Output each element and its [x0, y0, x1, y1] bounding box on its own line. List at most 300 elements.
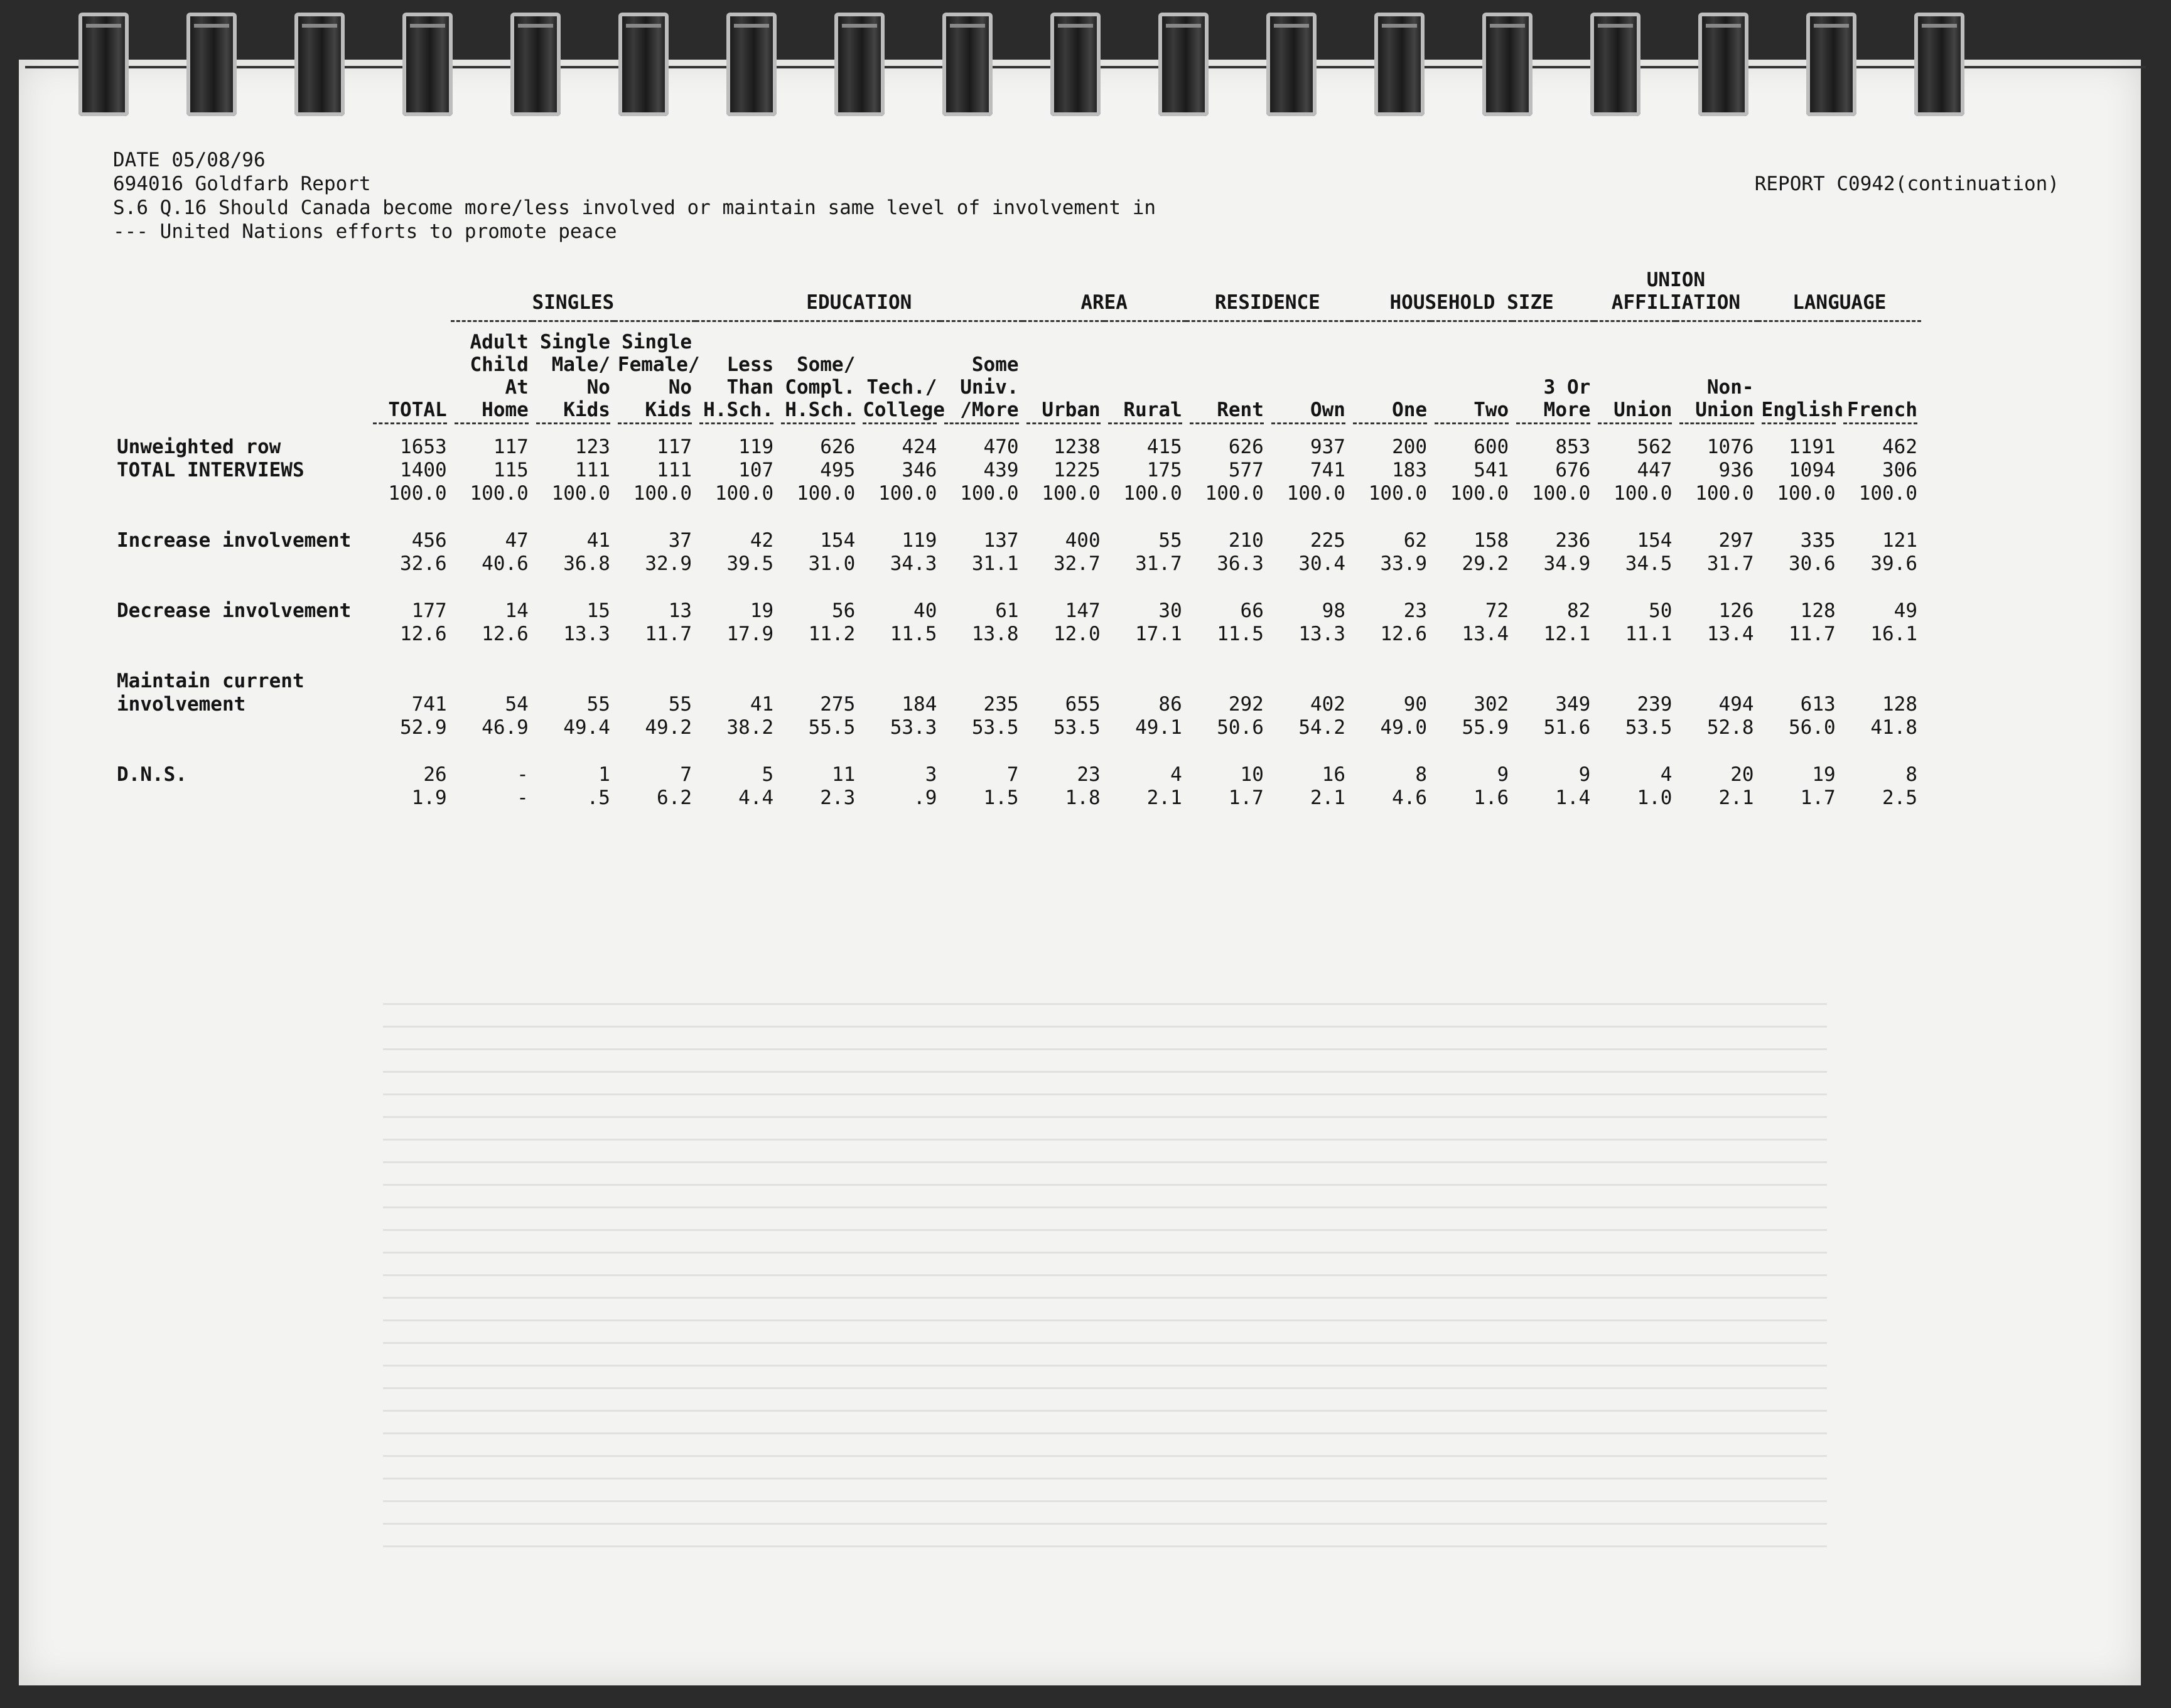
table-cell: 100.0: [1450, 482, 1509, 505]
table-cell: 50: [1649, 599, 1673, 622]
column-header: Two: [1473, 399, 1509, 421]
table-cell: 16.1: [1870, 623, 1917, 645]
column-header-row: [113, 321, 1921, 422]
table-cell: 12.0: [1053, 623, 1101, 645]
column-header-underline: [1512, 421, 1594, 436]
row-label: [113, 787, 369, 810]
table-cell: 1.9: [411, 787, 447, 809]
table-row: [113, 599, 1921, 623]
table-cell: 11.7: [1789, 623, 1836, 645]
table-cell: 2.3: [820, 787, 856, 809]
table-cell: 494: [1718, 693, 1754, 716]
group-header-household-size: HOUSEHOLD SIZE: [1349, 264, 1594, 321]
table-cell: 100.0: [960, 482, 1019, 505]
table-cell: 183: [1392, 459, 1428, 481]
report-header: [113, 148, 2059, 244]
table-cell: 128: [1882, 693, 1917, 716]
row-label: Decrease involvement: [117, 599, 352, 622]
table-cell: 154: [1637, 529, 1673, 552]
table-cell: 40: [913, 599, 937, 622]
table-cell: 456: [411, 529, 447, 552]
binding-ring: [1482, 13, 1533, 116]
table-cell: 13.3: [563, 623, 610, 645]
table-cell: 470: [983, 436, 1019, 458]
column-header-underline: [777, 421, 859, 436]
table-cell: [1676, 670, 1757, 693]
group-header-union-affiliation: UNION AFFILIATION: [1594, 264, 1757, 321]
dashed-rule: [1026, 422, 1101, 427]
column-header: English: [1761, 399, 1844, 421]
binding-ring: [1914, 13, 1964, 116]
table-cell: [1840, 670, 1921, 693]
dashed-rule: [1679, 422, 1754, 427]
binding-ring: [834, 13, 885, 116]
table-cell: 100.0: [1777, 482, 1836, 505]
table-cell: -: [517, 787, 529, 809]
table-cell: 302: [1473, 693, 1509, 716]
table-cell: 154: [820, 529, 856, 552]
table-cell: 31.7: [1135, 552, 1182, 575]
table-cell: 4: [1660, 763, 1673, 786]
report-date: DATE 05/08/96: [113, 149, 266, 171]
table-cell: 46.9: [482, 716, 529, 739]
crosstab-table: [113, 264, 1921, 810]
crosstab-table-wrap: [113, 264, 1921, 810]
table-cell: 4: [1170, 763, 1182, 786]
table-cell: 82: [1567, 599, 1591, 622]
table-cell: 107: [738, 459, 774, 481]
table-cell: 32.6: [400, 552, 447, 575]
binding-ring: [1806, 13, 1856, 116]
table-cell: 62: [1403, 529, 1428, 552]
table-cell: 1191: [1789, 436, 1836, 458]
row-label: D.N.S.: [117, 763, 187, 786]
row-label: Increase involvement: [117, 529, 352, 552]
table-cell: 51.6: [1543, 716, 1591, 739]
table-cell: [1431, 670, 1512, 693]
dashed-rule: [863, 422, 937, 427]
table-cell: [1349, 670, 1431, 693]
column-header: Rural: [1123, 399, 1182, 421]
table-cell: 52.9: [400, 716, 447, 739]
table-cell: [940, 670, 1022, 693]
bleed-through-text: [383, 982, 1827, 1547]
table-row: [113, 716, 1921, 739]
table-cell: 5: [762, 763, 774, 786]
table-cell: [1186, 670, 1268, 693]
table-cell: 123: [574, 436, 610, 458]
row-label: involvement: [117, 693, 246, 716]
row-label: Maintain current: [117, 670, 304, 692]
table-cell: [1268, 670, 1349, 693]
table-cell: 415: [1146, 436, 1182, 458]
table-cell: 235: [983, 693, 1019, 716]
table-cell: 53.5: [1053, 716, 1101, 739]
table-cell: 11.1: [1625, 623, 1673, 645]
table-cell: 853: [1555, 436, 1591, 458]
binding-ring: [402, 13, 453, 116]
table-cell: 86: [1158, 693, 1182, 716]
table-cell: 400: [1065, 529, 1101, 552]
column-header-underline: [1104, 421, 1186, 436]
table-cell: 54.2: [1298, 716, 1345, 739]
table-cell: 37: [668, 529, 692, 552]
table-cell: 126: [1718, 599, 1754, 622]
table-cell: 1238: [1053, 436, 1101, 458]
table-cell: 7: [1006, 763, 1019, 786]
table-row: [113, 529, 1921, 552]
table-cell: 210: [1228, 529, 1264, 552]
table-cell: 49.4: [563, 716, 610, 739]
group-header-education: EDUCATION: [696, 264, 1022, 321]
table-cell: 1.6: [1473, 787, 1509, 809]
table-cell: 4.6: [1392, 787, 1428, 809]
table-cell: 225: [1310, 529, 1345, 552]
column-header-underline: [1840, 421, 1921, 436]
dashed-rule: [536, 422, 610, 427]
table-cell: 100.0: [714, 482, 774, 505]
table-cell: 41.8: [1870, 716, 1917, 739]
table-cell: 66: [1240, 599, 1264, 622]
column-header: TOTAL: [388, 399, 447, 421]
table-cell: 11.7: [645, 623, 692, 645]
table-cell: 424: [902, 436, 937, 458]
row-label: TOTAL INTERVIEWS: [117, 459, 304, 481]
column-header: Some Univ. /More: [960, 353, 1019, 421]
table-cell: 12.6: [1380, 623, 1428, 645]
column-header: Single Female/ No Kids: [617, 331, 700, 421]
table-cell: 42: [750, 529, 774, 552]
row-spacer-cell: [113, 739, 1921, 763]
table-cell: 1.4: [1555, 787, 1591, 809]
table-cell: 1653: [400, 436, 447, 458]
table-row: [113, 623, 1921, 646]
table-cell: 562: [1637, 436, 1673, 458]
table-row: [113, 459, 1921, 482]
dashed-rule: [1843, 422, 1917, 427]
table-cell: 54: [505, 693, 529, 716]
table-cell: 100.0: [1368, 482, 1428, 505]
table-cell: 53.3: [890, 716, 937, 739]
table-cell: 53.5: [971, 716, 1019, 739]
table-cell: 19: [750, 599, 774, 622]
table-cell: 41: [586, 529, 610, 552]
table-cell: 56: [831, 599, 856, 622]
binding-ring: [294, 13, 345, 116]
column-header-underline: [940, 421, 1022, 436]
column-header-underline: [859, 421, 940, 436]
table-cell: 346: [902, 459, 937, 481]
table-cell: 34.9: [1543, 552, 1591, 575]
column-header-underline: [1349, 421, 1431, 436]
group-header-total: [369, 264, 451, 321]
column-header-underline-row: [113, 421, 1921, 436]
table-cell: 12.1: [1543, 623, 1591, 645]
table-cell: 13.3: [1298, 623, 1345, 645]
table-cell: [1594, 670, 1676, 693]
crosstab-body: [113, 436, 1921, 810]
table-cell: 1.7: [1800, 787, 1836, 809]
binding-ring: [726, 13, 777, 116]
table-cell: 53.5: [1625, 716, 1673, 739]
column-header: Adult Child At Home: [470, 331, 529, 421]
table-cell: 11.5: [1217, 623, 1264, 645]
table-cell: [696, 670, 777, 693]
table-cell: 349: [1555, 693, 1591, 716]
table-cell: 541: [1473, 459, 1509, 481]
table-cell: 1.8: [1065, 787, 1101, 809]
binding-ring: [186, 13, 237, 116]
table-cell: 936: [1718, 459, 1754, 481]
column-header-underline: [696, 421, 777, 436]
table-cell: 2.5: [1882, 787, 1917, 809]
dashed-rule: [781, 422, 855, 427]
row-spacer: [113, 739, 1921, 763]
table-cell: 55.9: [1462, 716, 1509, 739]
table-cell: 676: [1555, 459, 1591, 481]
table-cell: 439: [983, 459, 1019, 481]
table-cell: 72: [1485, 599, 1509, 622]
table-cell: 1.7: [1228, 787, 1264, 809]
table-cell: 117: [493, 436, 529, 458]
column-header-underline: [532, 421, 614, 436]
table-cell: 100.0: [388, 482, 447, 505]
dashed-rule: [618, 422, 692, 427]
spiral-binding: [0, 0, 2171, 126]
table-cell: 23: [1077, 763, 1101, 786]
table-cell: 55: [1158, 529, 1182, 552]
table-cell: 577: [1228, 459, 1264, 481]
column-header-underline: [1186, 421, 1268, 436]
table-cell: 100.0: [1123, 482, 1182, 505]
table-cell: 111: [657, 459, 692, 481]
table-cell: 17.9: [726, 623, 774, 645]
row-label: [113, 623, 369, 646]
table-cell: 111: [574, 459, 610, 481]
table-cell: 14: [505, 599, 529, 622]
table-cell: 100.0: [796, 482, 856, 505]
table-cell: 100.0: [470, 482, 529, 505]
table-cell: 613: [1800, 693, 1836, 716]
table-cell: [614, 670, 696, 693]
table-cell: 158: [1473, 529, 1509, 552]
table-cell: 1: [598, 763, 610, 786]
table-cell: 100.0: [1205, 482, 1264, 505]
table-cell: 40.6: [482, 552, 529, 575]
table-cell: 7: [680, 763, 692, 786]
table-cell: 2.1: [1146, 787, 1182, 809]
table-cell: [1758, 670, 1840, 693]
table-cell: 275: [820, 693, 856, 716]
table-cell: 12.6: [400, 623, 447, 645]
report-question-sub: --- United Nations efforts to promote peace: [113, 220, 617, 243]
column-header-underline: [1268, 421, 1349, 436]
table-cell: 38.2: [726, 716, 774, 739]
table-cell: 11: [831, 763, 856, 786]
column-header-underline: [1676, 421, 1757, 436]
table-cell: 100.0: [1532, 482, 1591, 505]
binding-ring: [942, 13, 993, 116]
report-name: 694016 Goldfarb Report: [113, 173, 371, 195]
table-row: [113, 693, 1921, 716]
column-header: Less Than H.Sch.: [703, 353, 774, 421]
table-cell: 20: [1730, 763, 1754, 786]
table-cell: 12.6: [482, 623, 529, 645]
binding-ring: [1158, 13, 1209, 116]
table-cell: 49.0: [1380, 716, 1428, 739]
table-cell: 1225: [1053, 459, 1101, 481]
binding-ring: [78, 13, 129, 116]
table-cell: 32.7: [1053, 552, 1101, 575]
row-spacer: [113, 505, 1921, 529]
row-label: Unweighted row: [117, 436, 281, 458]
column-header-underline: [1431, 421, 1512, 436]
table-cell: 41: [750, 693, 774, 716]
column-header-underline: [1023, 421, 1104, 436]
table-cell: 447: [1637, 459, 1673, 481]
group-header-language: LANGUAGE: [1758, 264, 1921, 321]
table-cell: 3: [925, 763, 937, 786]
row-label: [113, 552, 369, 576]
table-cell: 13.4: [1462, 623, 1509, 645]
table-cell: 239: [1637, 693, 1673, 716]
column-header-underline: [451, 421, 532, 436]
table-cell: 292: [1228, 693, 1264, 716]
table-cell: 52.8: [1706, 716, 1754, 739]
column-header: Some/ Compl. H.Sch.: [785, 353, 856, 421]
table-cell: 98: [1322, 599, 1345, 622]
table-cell: 16: [1322, 763, 1345, 786]
table-cell: 8: [1905, 763, 1917, 786]
dashed-rule: [1108, 422, 1182, 427]
table-cell: 26: [423, 763, 447, 786]
table-cell: 200: [1392, 436, 1428, 458]
table-cell: 741: [1310, 459, 1345, 481]
column-header-underline: [614, 421, 696, 436]
table-cell: 462: [1882, 436, 1917, 458]
row-spacer-cell: [113, 505, 1921, 529]
table-cell: 31.7: [1706, 552, 1754, 575]
table-cell: 1076: [1706, 436, 1754, 458]
table-cell: 30.6: [1789, 552, 1836, 575]
table-cell: 11.5: [890, 623, 937, 645]
table-cell: 1094: [1789, 459, 1836, 481]
table-cell: [859, 670, 940, 693]
dashed-rule: [1516, 422, 1590, 427]
table-cell: 100.0: [1613, 482, 1673, 505]
table-cell: 19: [1812, 763, 1836, 786]
table-cell: 49.2: [645, 716, 692, 739]
row-spacer-cell: [113, 646, 1921, 670]
group-header-singles: SINGLES: [451, 264, 696, 321]
column-header-underline: [369, 421, 451, 436]
table-cell: 11.2: [808, 623, 856, 645]
table-cell: 55: [586, 693, 610, 716]
table-cell: 115: [493, 459, 529, 481]
table-cell: [1512, 670, 1594, 693]
table-cell: 184: [902, 693, 937, 716]
table-row: [113, 436, 1921, 459]
table-cell: 100.0: [1286, 482, 1345, 505]
table-cell: 15: [586, 599, 610, 622]
table-cell: 1400: [400, 459, 447, 481]
table-cell: 626: [820, 436, 856, 458]
column-header-underline: [1594, 421, 1676, 436]
table-cell: 297: [1718, 529, 1754, 552]
group-header-row: [113, 264, 1921, 321]
row-label: [113, 482, 369, 505]
report-question: S.6 Q.16 Should Canada become more/less involved or maintain same level of involvement in: [113, 196, 1156, 219]
table-cell: 119: [738, 436, 774, 458]
table-cell: 2.1: [1718, 787, 1754, 809]
table-cell: 121: [1882, 529, 1917, 552]
table-cell: 1.5: [983, 787, 1019, 809]
dashed-rule: [1353, 422, 1427, 427]
table-cell: 402: [1310, 693, 1345, 716]
row-spacer: [113, 646, 1921, 670]
table-cell: 13.4: [1706, 623, 1754, 645]
table-cell: 4.4: [738, 787, 774, 809]
table-cell: 13.8: [971, 623, 1019, 645]
table-cell: 30: [1158, 599, 1182, 622]
table-row: [113, 482, 1921, 505]
binding-ring: [618, 13, 669, 116]
table-cell: 175: [1146, 459, 1182, 481]
column-header: Tech./ College: [863, 376, 945, 421]
table-cell: 1.0: [1637, 787, 1673, 809]
table-cell: 236: [1555, 529, 1591, 552]
column-header: Single Male/ No Kids: [539, 331, 610, 421]
column-header: Non- Union: [1695, 376, 1754, 421]
table-cell: 306: [1882, 459, 1917, 481]
dashed-rule: [1762, 422, 1836, 427]
column-header-blank: [113, 321, 369, 422]
table-cell: 655: [1065, 693, 1101, 716]
group-header-area: AREA: [1023, 264, 1186, 321]
row-label: [113, 716, 369, 739]
table-cell: 100.0: [551, 482, 610, 505]
binding-ring: [1698, 13, 1748, 116]
table-row: [113, 763, 1921, 787]
table-cell: 9: [1578, 763, 1591, 786]
table-cell: 61: [995, 599, 1019, 622]
column-header-underline: [1758, 421, 1840, 436]
group-header-blank: [113, 264, 369, 321]
binding-ring: [1374, 13, 1425, 116]
dashed-rule: [1271, 422, 1345, 427]
table-cell: 117: [657, 436, 692, 458]
table-cell: 55: [668, 693, 692, 716]
table-cell: 30.4: [1298, 552, 1345, 575]
table-cell: 33.9: [1380, 552, 1428, 575]
table-cell: 9: [1497, 763, 1509, 786]
table-cell: 56.0: [1789, 716, 1836, 739]
table-cell: 10: [1240, 763, 1264, 786]
table-cell: 741: [411, 693, 447, 716]
table-cell: 147: [1065, 599, 1101, 622]
column-header: Urban: [1042, 399, 1101, 421]
table-cell: 55.5: [808, 716, 856, 739]
table-cell: 100.0: [1695, 482, 1754, 505]
table-cell: 100.0: [1858, 482, 1917, 505]
dashed-rule: [373, 422, 447, 427]
table-cell: 49.1: [1135, 716, 1182, 739]
table-cell: 49: [1894, 599, 1917, 622]
table-cell: 34.5: [1625, 552, 1673, 575]
column-header: Union: [1613, 399, 1673, 421]
row-spacer-cell: [113, 576, 1921, 599]
table-row: [113, 787, 1921, 810]
